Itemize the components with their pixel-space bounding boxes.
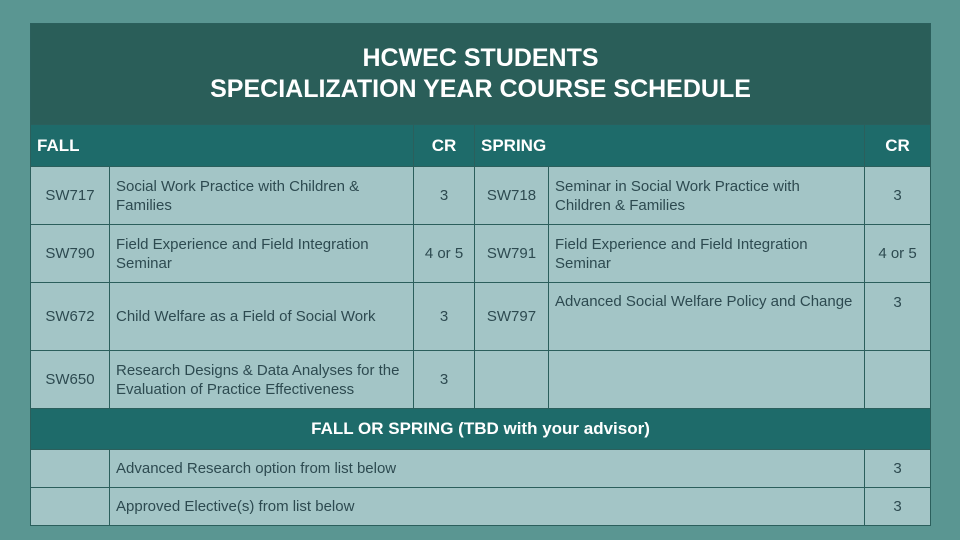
option-course-credits: 3 (865, 450, 931, 488)
table-row (31, 283, 931, 351)
table-row (31, 225, 931, 283)
semester-header-row (31, 125, 931, 167)
option-course-credits: 3 (865, 488, 931, 526)
spring-course-credits: 4 or 5 (865, 225, 931, 283)
fall-course-code: SW717 (31, 167, 110, 225)
spring-course-name (549, 351, 865, 409)
schedule-title (31, 24, 931, 125)
spring-course-credits (865, 351, 931, 409)
spring-course-code: SW797 (475, 283, 549, 351)
title-line-1: HCWEC STUDENTS (362, 44, 599, 72)
fall-course-credits: 3 (414, 283, 475, 351)
spring-header: SPRING (475, 125, 865, 167)
spring-course-name: Seminar in Social Work Practice with Children & Families (549, 167, 865, 225)
spring-course-code: SW718 (475, 167, 549, 225)
fall-or-spring-header: FALL OR SPRING (TBD with your advisor) (31, 409, 931, 450)
spring-course-credits: 3 (865, 167, 931, 225)
option-code-empty (31, 488, 110, 526)
spring-credits-header: CR (865, 125, 931, 167)
fall-course-name: Field Experience and Field Integration Seminar (110, 225, 414, 283)
option-course-name: Approved Elective(s) from list below (110, 488, 865, 526)
schedule-table (30, 23, 931, 526)
fall-course-code: SW790 (31, 225, 110, 283)
fall-course-name: Social Work Practice with Children & Families (110, 167, 414, 225)
spring-course-credits: 3 (865, 283, 931, 351)
fall-credits-header: CR (414, 125, 475, 167)
fall-course-credits: 3 (414, 167, 475, 225)
course-schedule-slide (30, 23, 930, 517)
fall-course-credits: 3 (414, 351, 475, 409)
spring-course-code (475, 351, 549, 409)
table-row (31, 351, 931, 409)
fall-course-code: SW672 (31, 283, 110, 351)
table-row (31, 450, 931, 488)
option-course-name: Advanced Research option from list below (110, 450, 865, 488)
either-semester-header-row (31, 409, 931, 450)
fall-header: FALL (31, 125, 414, 167)
table-row (31, 488, 931, 526)
spring-course-code: SW791 (475, 225, 549, 283)
fall-course-name: Research Designs & Data Analyses for the Evaluation of Practice Effectiveness (110, 351, 414, 409)
fall-course-name: Child Welfare as a Field of Social Work (110, 283, 414, 351)
fall-course-credits: 4 or 5 (414, 225, 475, 283)
spring-course-name: Advanced Social Welfare Policy and Change (549, 283, 865, 351)
table-row (31, 167, 931, 225)
title-line-2: SPECIALIZATION YEAR COURSE SCHEDULE (210, 75, 751, 103)
spring-course-name: Field Experience and Field Integration Seminar (549, 225, 865, 283)
option-code-empty (31, 450, 110, 488)
fall-course-code: SW650 (31, 351, 110, 409)
